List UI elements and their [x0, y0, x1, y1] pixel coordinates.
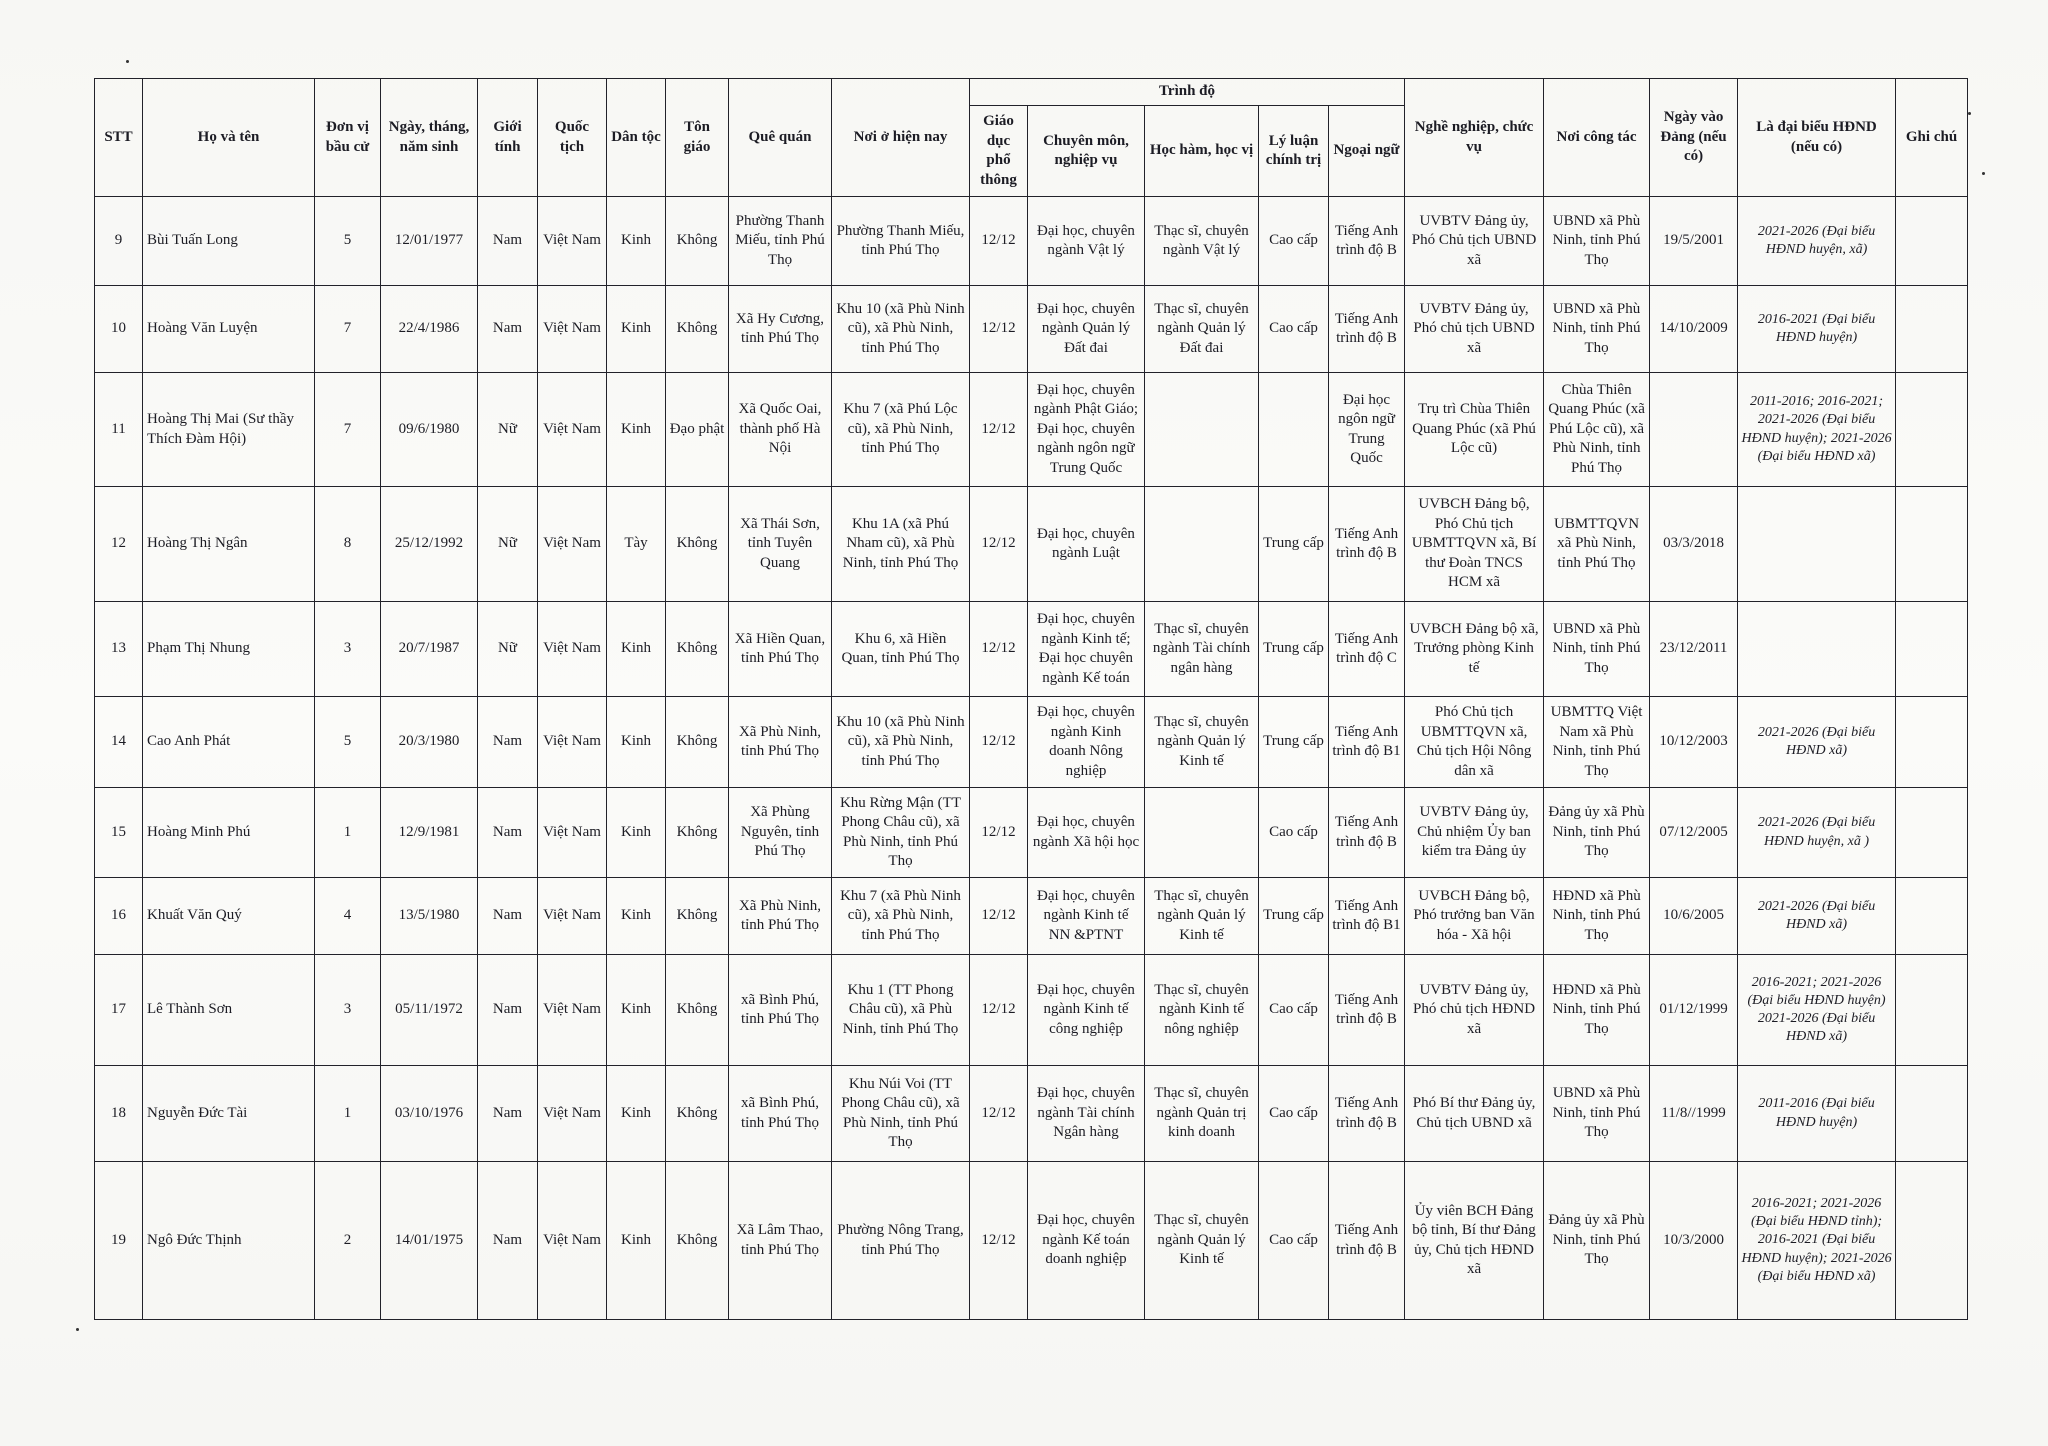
- cell-ethnicity: Kinh: [607, 286, 666, 373]
- table-row: [95, 1162, 1968, 1320]
- cell-stt: 14: [95, 697, 143, 788]
- cell-general-education: 12/12: [970, 878, 1028, 955]
- cell-academic-degree: Thạc sĩ, chuyên ngành Quản trị kinh doanh: [1145, 1066, 1259, 1162]
- cell-residence: Khu 7 (xã Phù Ninh cũ), xã Phù Ninh, tỉnh Phú Thọ: [832, 878, 970, 955]
- cell-occupation: UVBTV Đảng ủy, Phó chủ tịch HĐND xã: [1405, 955, 1544, 1066]
- cell-workplace: UBMTTQVN xã Phù Ninh, tỉnh Phú Thọ: [1544, 487, 1650, 602]
- header-electoral-unit: Đơn vị bầu cử: [315, 79, 381, 197]
- cell-political-theory: Trung cấp: [1259, 697, 1329, 788]
- cell-hometown: Xã Quốc Oai, thành phố Hà Nội: [729, 373, 832, 487]
- header-council-delegate: Là đại biểu HĐND (nếu có): [1738, 79, 1896, 197]
- cell-workplace: UBND xã Phù Ninh, tỉnh Phú Thọ: [1544, 1066, 1650, 1162]
- header-party-date: Ngày vào Đảng (nếu có): [1650, 79, 1738, 197]
- cell-academic-degree: Thạc sĩ, chuyên ngành Vật lý: [1145, 197, 1259, 286]
- cell-hometown: Xã Phù Ninh, tỉnh Phú Thọ: [729, 878, 832, 955]
- cell-academic-degree: Thạc sĩ, chuyên ngành Quản lý Kinh tế: [1145, 878, 1259, 955]
- cell-notes: [1896, 487, 1968, 602]
- cell-council-delegate: 2021-2026 (Đại biểu HĐND huyện, xã ): [1738, 788, 1896, 878]
- cell-religion: Không: [666, 487, 729, 602]
- cell-ethnicity: Kinh: [607, 697, 666, 788]
- header-political-theory: Lý luận chính trị: [1259, 106, 1329, 197]
- cell-notes: [1896, 286, 1968, 373]
- cell-council-delegate: [1738, 602, 1896, 697]
- cell-religion: Không: [666, 788, 729, 878]
- cell-academic-degree: Thạc sĩ, chuyên ngành Kinh tế nông nghiệp: [1145, 955, 1259, 1066]
- cell-political-theory: Trung cấp: [1259, 878, 1329, 955]
- cell-electoral-unit: 8: [315, 487, 381, 602]
- cell-party-date: 11/8//1999: [1650, 1066, 1738, 1162]
- cell-specialty: Đại học, chuyên ngành Phật Giáo; Đại học, chuyên ngành ngôn ngữ Trung Quốc: [1028, 373, 1145, 487]
- cell-occupation: UVBCH Đảng bộ, Phó Chủ tịch UBMTTQVN xã, Bí thư Đoàn TNCS HCM xã: [1405, 487, 1544, 602]
- cell-sex: Nữ: [478, 602, 538, 697]
- cell-political-theory: Trung cấp: [1259, 602, 1329, 697]
- cell-political-theory: Cao cấp: [1259, 1162, 1329, 1320]
- header-stt: STT: [95, 79, 143, 197]
- cell-electoral-unit: 4: [315, 878, 381, 955]
- cell-ethnicity: Kinh: [607, 1066, 666, 1162]
- scan-speck: [76, 1328, 79, 1331]
- cell-dob: 13/5/1980: [381, 878, 478, 955]
- cell-stt: 13: [95, 602, 143, 697]
- cell-ethnicity: Kinh: [607, 878, 666, 955]
- cell-party-date: 19/5/2001: [1650, 197, 1738, 286]
- cell-name: Phạm Thị Nhung: [143, 602, 315, 697]
- cell-council-delegate: 2021-2026 (Đại biểu HĐND xã): [1738, 878, 1896, 955]
- cell-residence: Khu Rừng Mận (TT Phong Châu cũ), xã Phù Ninh, tỉnh Phú Thọ: [832, 788, 970, 878]
- cell-name: Lê Thành Sơn: [143, 955, 315, 1066]
- cell-political-theory: [1259, 373, 1329, 487]
- table-row: [95, 602, 1968, 697]
- cell-ethnicity: Kinh: [607, 1162, 666, 1320]
- table-row: [95, 788, 1968, 878]
- cell-stt: 18: [95, 1066, 143, 1162]
- cell-stt: 15: [95, 788, 143, 878]
- cell-ethnicity: Kinh: [607, 788, 666, 878]
- cell-general-education: 12/12: [970, 602, 1028, 697]
- cell-dob: 03/10/1976: [381, 1066, 478, 1162]
- cell-name: Ngô Đức Thịnh: [143, 1162, 315, 1320]
- cell-workplace: UBND xã Phù Ninh, tỉnh Phú Thọ: [1544, 197, 1650, 286]
- cell-hometown: Xã Phù Ninh, tỉnh Phú Thọ: [729, 697, 832, 788]
- cell-foreign-language: Tiếng Anh trình độ B: [1329, 1066, 1405, 1162]
- cell-notes: [1896, 1162, 1968, 1320]
- cell-specialty: Đại học, chuyên ngành Kế toán doanh nghiệp: [1028, 1162, 1145, 1320]
- cell-sex: Nam: [478, 955, 538, 1066]
- cell-nationality: Việt Nam: [538, 955, 607, 1066]
- cell-council-delegate: 2011-2016 (Đại biểu HĐND huyện): [1738, 1066, 1896, 1162]
- cell-nationality: Việt Nam: [538, 197, 607, 286]
- cell-council-delegate: 2021-2026 (Đại biểu HĐND huyện, xã): [1738, 197, 1896, 286]
- cell-electoral-unit: 5: [315, 697, 381, 788]
- cell-residence: Khu 10 (xã Phù Ninh cũ), xã Phù Ninh, tỉnh Phú Thọ: [832, 697, 970, 788]
- header-residence: Nơi ở hiện nay: [832, 79, 970, 197]
- cell-stt: 16: [95, 878, 143, 955]
- cell-ethnicity: Kinh: [607, 373, 666, 487]
- cell-specialty: Đại học, chuyên ngành Xã hội học: [1028, 788, 1145, 878]
- cell-name: Cao Anh Phát: [143, 697, 315, 788]
- cell-general-education: 12/12: [970, 1162, 1028, 1320]
- cell-ethnicity: Kinh: [607, 955, 666, 1066]
- cell-nationality: Việt Nam: [538, 487, 607, 602]
- cell-sex: Nữ: [478, 487, 538, 602]
- cell-dob: 22/4/1986: [381, 286, 478, 373]
- cell-academic-degree: Thạc sĩ, chuyên ngành Tài chính ngân hàng: [1145, 602, 1259, 697]
- cell-sex: Nam: [478, 697, 538, 788]
- cell-notes: [1896, 197, 1968, 286]
- cell-religion: Không: [666, 878, 729, 955]
- header-qualification-group: Trình độ: [970, 79, 1405, 106]
- cell-workplace: Đảng ủy xã Phù Ninh, tỉnh Phú Thọ: [1544, 1162, 1650, 1320]
- cell-general-education: 12/12: [970, 373, 1028, 487]
- cell-party-date: 03/3/2018: [1650, 487, 1738, 602]
- cell-academic-degree: [1145, 788, 1259, 878]
- header-occupation: Nghề nghiệp, chức vụ: [1405, 79, 1544, 197]
- cell-foreign-language: Tiếng Anh trình độ B: [1329, 955, 1405, 1066]
- cell-nationality: Việt Nam: [538, 286, 607, 373]
- header-sex: Giới tính: [478, 79, 538, 197]
- cell-religion: Không: [666, 602, 729, 697]
- cell-dob: 12/01/1977: [381, 197, 478, 286]
- cell-ethnicity: Kinh: [607, 602, 666, 697]
- table-row: [95, 197, 1968, 286]
- cell-name: Hoàng Thị Mai (Sư thầy Thích Đàm Hội): [143, 373, 315, 487]
- cell-residence: Khu 6, xã Hiền Quan, tỉnh Phú Thọ: [832, 602, 970, 697]
- cell-dob: 05/11/1972: [381, 955, 478, 1066]
- cell-notes: [1896, 788, 1968, 878]
- cell-academic-degree: [1145, 487, 1259, 602]
- cell-religion: Không: [666, 1162, 729, 1320]
- cell-specialty: Đại học, chuyên ngành Tài chính Ngân hàng: [1028, 1066, 1145, 1162]
- cell-electoral-unit: 2: [315, 1162, 381, 1320]
- cell-sex: Nữ: [478, 373, 538, 487]
- cell-foreign-language: Tiếng Anh trình độ B1: [1329, 878, 1405, 955]
- cell-occupation: UVBTV Đảng ủy, Chủ nhiệm Ủy ban kiểm tra Đảng ủy: [1405, 788, 1544, 878]
- cell-party-date: 10/6/2005: [1650, 878, 1738, 955]
- cell-party-date: 01/12/1999: [1650, 955, 1738, 1066]
- header-academic-degree: Học hàm, học vị: [1145, 106, 1259, 197]
- cell-electoral-unit: 7: [315, 286, 381, 373]
- cell-occupation: Ủy viên BCH Đảng bộ tỉnh, Bí thư Đảng ủy, Chủ tịch HĐND xã: [1405, 1162, 1544, 1320]
- header-general-education: Giáo dục phổ thông: [970, 106, 1028, 197]
- cell-specialty: Đại học, chuyên ngành Vật lý: [1028, 197, 1145, 286]
- table-row: [95, 878, 1968, 955]
- cell-workplace: Chùa Thiên Quang Phúc (xã Phú Lộc cũ), xã Phù Ninh, tỉnh Phú Thọ: [1544, 373, 1650, 487]
- cell-sex: Nam: [478, 788, 538, 878]
- cell-occupation: UVBCH Đảng bộ xã, Trưởng phòng Kinh tế: [1405, 602, 1544, 697]
- cell-workplace: UBND xã Phù Ninh, tỉnh Phú Thọ: [1544, 286, 1650, 373]
- cell-specialty: Đại học, chuyên ngành Kinh tế công nghiệp: [1028, 955, 1145, 1066]
- cell-notes: [1896, 602, 1968, 697]
- cell-council-delegate: 2016-2021 (Đại biểu HĐND huyện): [1738, 286, 1896, 373]
- cell-nationality: Việt Nam: [538, 697, 607, 788]
- cell-occupation: UVBCH Đảng bộ, Phó trưởng ban Văn hóa - Xã hội: [1405, 878, 1544, 955]
- cell-name: Hoàng Thị Ngân: [143, 487, 315, 602]
- cell-religion: Không: [666, 286, 729, 373]
- cell-sex: Nam: [478, 1066, 538, 1162]
- cell-stt: 17: [95, 955, 143, 1066]
- table-body: [95, 197, 1968, 1320]
- cell-residence: Phường Nông Trang, tỉnh Phú Thọ: [832, 1162, 970, 1320]
- cell-name: Khuất Văn Quý: [143, 878, 315, 955]
- cell-electoral-unit: 5: [315, 197, 381, 286]
- cell-hometown: Xã Lâm Thao, tỉnh Phú Thọ: [729, 1162, 832, 1320]
- cell-religion: Đạo phật: [666, 373, 729, 487]
- cell-electoral-unit: 1: [315, 1066, 381, 1162]
- cell-workplace: HĐND xã Phù Ninh, tỉnh Phú Thọ: [1544, 878, 1650, 955]
- cell-dob: 12/9/1981: [381, 788, 478, 878]
- cell-nationality: Việt Nam: [538, 878, 607, 955]
- cell-name: Hoàng Văn Luyện: [143, 286, 315, 373]
- cell-specialty: Đại học, chuyên ngành Kinh doanh Nông nghiệp: [1028, 697, 1145, 788]
- cell-workplace: HĐND xã Phù Ninh, tỉnh Phú Thọ: [1544, 955, 1650, 1066]
- table-row: [95, 286, 1968, 373]
- cell-workplace: UBND xã Phù Ninh, tỉnh Phú Thọ: [1544, 602, 1650, 697]
- cell-foreign-language: Tiếng Anh trình độ B: [1329, 286, 1405, 373]
- cell-religion: Không: [666, 197, 729, 286]
- header-foreign-language: Ngoại ngữ: [1329, 106, 1405, 197]
- cell-council-delegate: 2016-2021; 2021-2026 (Đại biểu HĐND tỉnh); 2016-2021 (Đại biểu HĐND huyện); 2021-2026 (Đại biểu HĐND xã): [1738, 1162, 1896, 1320]
- cell-sex: Nam: [478, 197, 538, 286]
- cell-stt: 12: [95, 487, 143, 602]
- cell-hometown: xã Bình Phú, tỉnh Phú Thọ: [729, 955, 832, 1066]
- scan-speck: [1968, 112, 1971, 115]
- header-specialty: Chuyên môn, nghiệp vụ: [1028, 106, 1145, 197]
- cell-residence: Khu 1A (xã Phú Nham cũ), xã Phù Ninh, tỉnh Phú Thọ: [832, 487, 970, 602]
- cell-residence: Khu 7 (xã Phú Lộc cũ), xã Phù Ninh, tỉnh Phú Thọ: [832, 373, 970, 487]
- cell-occupation: Phó Bí thư Đảng ủy, Chủ tịch UBND xã: [1405, 1066, 1544, 1162]
- cell-stt: 11: [95, 373, 143, 487]
- cell-party-date: [1650, 373, 1738, 487]
- cell-residence: Khu Núi Voi (TT Phong Châu cũ), xã Phù Ninh, tỉnh Phú Thọ: [832, 1066, 970, 1162]
- cell-foreign-language: Đại học ngôn ngữ Trung Quốc: [1329, 373, 1405, 487]
- cell-religion: Không: [666, 697, 729, 788]
- cell-foreign-language: Tiếng Anh trình độ B: [1329, 487, 1405, 602]
- cell-nationality: Việt Nam: [538, 602, 607, 697]
- cell-party-date: 07/12/2005: [1650, 788, 1738, 878]
- cell-nationality: Việt Nam: [538, 1066, 607, 1162]
- cell-political-theory: Trung cấp: [1259, 487, 1329, 602]
- cell-ethnicity: Tày: [607, 487, 666, 602]
- cell-sex: Nam: [478, 286, 538, 373]
- cell-foreign-language: Tiếng Anh trình độ C: [1329, 602, 1405, 697]
- cell-occupation: Phó Chủ tịch UBMTTQVN xã, Chủ tịch Hội Nông dân xã: [1405, 697, 1544, 788]
- cell-occupation: UVBTV Đảng ủy, Phó Chủ tịch UBND xã: [1405, 197, 1544, 286]
- cell-workplace: UBMTTQ Việt Nam xã Phù Ninh, tỉnh Phú Thọ: [1544, 697, 1650, 788]
- cell-specialty: Đại học, chuyên ngành Luật: [1028, 487, 1145, 602]
- scan-speck: [1982, 172, 1985, 175]
- table-row: [95, 1066, 1968, 1162]
- table-row: [95, 955, 1968, 1066]
- cell-hometown: Phường Thanh Miếu, tỉnh Phú Thọ: [729, 197, 832, 286]
- scan-speck: [126, 60, 129, 63]
- cell-academic-degree: Thạc sĩ, chuyên ngành Quản lý Đất đai: [1145, 286, 1259, 373]
- cell-nationality: Việt Nam: [538, 788, 607, 878]
- cell-general-education: 12/12: [970, 487, 1028, 602]
- cell-foreign-language: Tiếng Anh trình độ B: [1329, 1162, 1405, 1320]
- cell-academic-degree: Thạc sĩ, chuyên ngành Quản lý Kinh tế: [1145, 1162, 1259, 1320]
- header-workplace: Nơi công tác: [1544, 79, 1650, 197]
- cell-hometown: Xã Phùng Nguyên, tỉnh Phú Thọ: [729, 788, 832, 878]
- cell-religion: Không: [666, 1066, 729, 1162]
- cell-stt: 19: [95, 1162, 143, 1320]
- cell-general-education: 12/12: [970, 788, 1028, 878]
- cell-notes: [1896, 1066, 1968, 1162]
- cell-occupation: UVBTV Đảng ủy, Phó chủ tịch UBND xã: [1405, 286, 1544, 373]
- cell-party-date: 14/10/2009: [1650, 286, 1738, 373]
- cell-specialty: Đại học, chuyên ngành Kinh tế; Đại học chuyên ngành Kế toán: [1028, 602, 1145, 697]
- cell-political-theory: Cao cấp: [1259, 955, 1329, 1066]
- header-notes: Ghi chú: [1896, 79, 1968, 197]
- cell-party-date: 10/12/2003: [1650, 697, 1738, 788]
- cell-electoral-unit: 3: [315, 602, 381, 697]
- header-ethnicity: Dân tộc: [607, 79, 666, 197]
- table-row: [95, 697, 1968, 788]
- cell-residence: Khu 10 (xã Phù Ninh cũ), xã Phù Ninh, tỉnh Phú Thọ: [832, 286, 970, 373]
- cell-council-delegate: 2021-2026 (Đại biểu HĐND xã): [1738, 697, 1896, 788]
- cell-occupation: Trụ trì Chùa Thiên Quang Phúc (xã Phú Lộc cũ): [1405, 373, 1544, 487]
- cell-residence: Phường Thanh Miếu, tỉnh Phú Thọ: [832, 197, 970, 286]
- cell-council-delegate: 2011-2016; 2016-2021; 2021-2026 (Đại biểu HĐND huyện); 2021-2026 (Đại biểu HĐND xã): [1738, 373, 1896, 487]
- cell-foreign-language: Tiếng Anh trình độ B: [1329, 197, 1405, 286]
- cell-nationality: Việt Nam: [538, 1162, 607, 1320]
- cell-academic-degree: [1145, 373, 1259, 487]
- cell-dob: 14/01/1975: [381, 1162, 478, 1320]
- table-header: [95, 79, 1968, 197]
- cell-workplace: Đảng ủy xã Phù Ninh, tỉnh Phú Thọ: [1544, 788, 1650, 878]
- cell-religion: Không: [666, 955, 729, 1066]
- cell-name: Nguyễn Đức Tài: [143, 1066, 315, 1162]
- cell-notes: [1896, 697, 1968, 788]
- cell-name: Hoàng Minh Phú: [143, 788, 315, 878]
- table-row: [95, 487, 1968, 602]
- cell-political-theory: Cao cấp: [1259, 286, 1329, 373]
- cell-specialty: Đại học, chuyên ngành Quản lý Đất đai: [1028, 286, 1145, 373]
- cell-residence: Khu 1 (TT Phong Châu cũ), xã Phù Ninh, tỉnh Phú Thọ: [832, 955, 970, 1066]
- cell-ethnicity: Kinh: [607, 197, 666, 286]
- header-dob: Ngày, tháng, năm sinh: [381, 79, 478, 197]
- cell-notes: [1896, 878, 1968, 955]
- header-hometown: Quê quán: [729, 79, 832, 197]
- table-row: [95, 373, 1968, 487]
- cell-electoral-unit: 1: [315, 788, 381, 878]
- cell-dob: 25/12/1992: [381, 487, 478, 602]
- cell-general-education: 12/12: [970, 286, 1028, 373]
- cell-council-delegate: 2016-2021; 2021-2026 (Đại biểu HĐND huyện) 2021-2026 (Đại biểu HĐND xã): [1738, 955, 1896, 1066]
- cell-hometown: Xã Thái Sơn, tỉnh Tuyên Quang: [729, 487, 832, 602]
- cell-sex: Nam: [478, 878, 538, 955]
- cell-dob: 20/3/1980: [381, 697, 478, 788]
- header-name: Họ và tên: [143, 79, 315, 197]
- cell-notes: [1896, 955, 1968, 1066]
- cell-electoral-unit: 7: [315, 373, 381, 487]
- cell-academic-degree: Thạc sĩ, chuyên ngành Quản lý Kinh tế: [1145, 697, 1259, 788]
- cell-nationality: Việt Nam: [538, 373, 607, 487]
- cell-stt: 10: [95, 286, 143, 373]
- cell-party-date: 23/12/2011: [1650, 602, 1738, 697]
- cell-general-education: 12/12: [970, 1066, 1028, 1162]
- cell-dob: 20/7/1987: [381, 602, 478, 697]
- cell-council-delegate: [1738, 487, 1896, 602]
- cell-general-education: 12/12: [970, 197, 1028, 286]
- cell-general-education: 12/12: [970, 955, 1028, 1066]
- cell-hometown: Xã Hy Cương, tỉnh Phú Thọ: [729, 286, 832, 373]
- cell-electoral-unit: 3: [315, 955, 381, 1066]
- header-religion: Tôn giáo: [666, 79, 729, 197]
- cell-dob: 09/6/1980: [381, 373, 478, 487]
- candidate-table: [94, 78, 1968, 1320]
- cell-political-theory: Cao cấp: [1259, 788, 1329, 878]
- cell-general-education: 12/12: [970, 697, 1028, 788]
- cell-hometown: xã Bình Phú, tỉnh Phú Thọ: [729, 1066, 832, 1162]
- cell-notes: [1896, 373, 1968, 487]
- cell-foreign-language: Tiếng Anh trình độ B1: [1329, 697, 1405, 788]
- cell-stt: 9: [95, 197, 143, 286]
- cell-political-theory: Cao cấp: [1259, 1066, 1329, 1162]
- cell-foreign-language: Tiếng Anh trình độ B: [1329, 788, 1405, 878]
- header-nationality: Quốc tịch: [538, 79, 607, 197]
- cell-party-date: 10/3/2000: [1650, 1162, 1738, 1320]
- cell-sex: Nam: [478, 1162, 538, 1320]
- cell-political-theory: Cao cấp: [1259, 197, 1329, 286]
- cell-specialty: Đại học, chuyên ngành Kinh tế NN &PTNT: [1028, 878, 1145, 955]
- cell-hometown: Xã Hiền Quan, tỉnh Phú Thọ: [729, 602, 832, 697]
- cell-name: Bùi Tuấn Long: [143, 197, 315, 286]
